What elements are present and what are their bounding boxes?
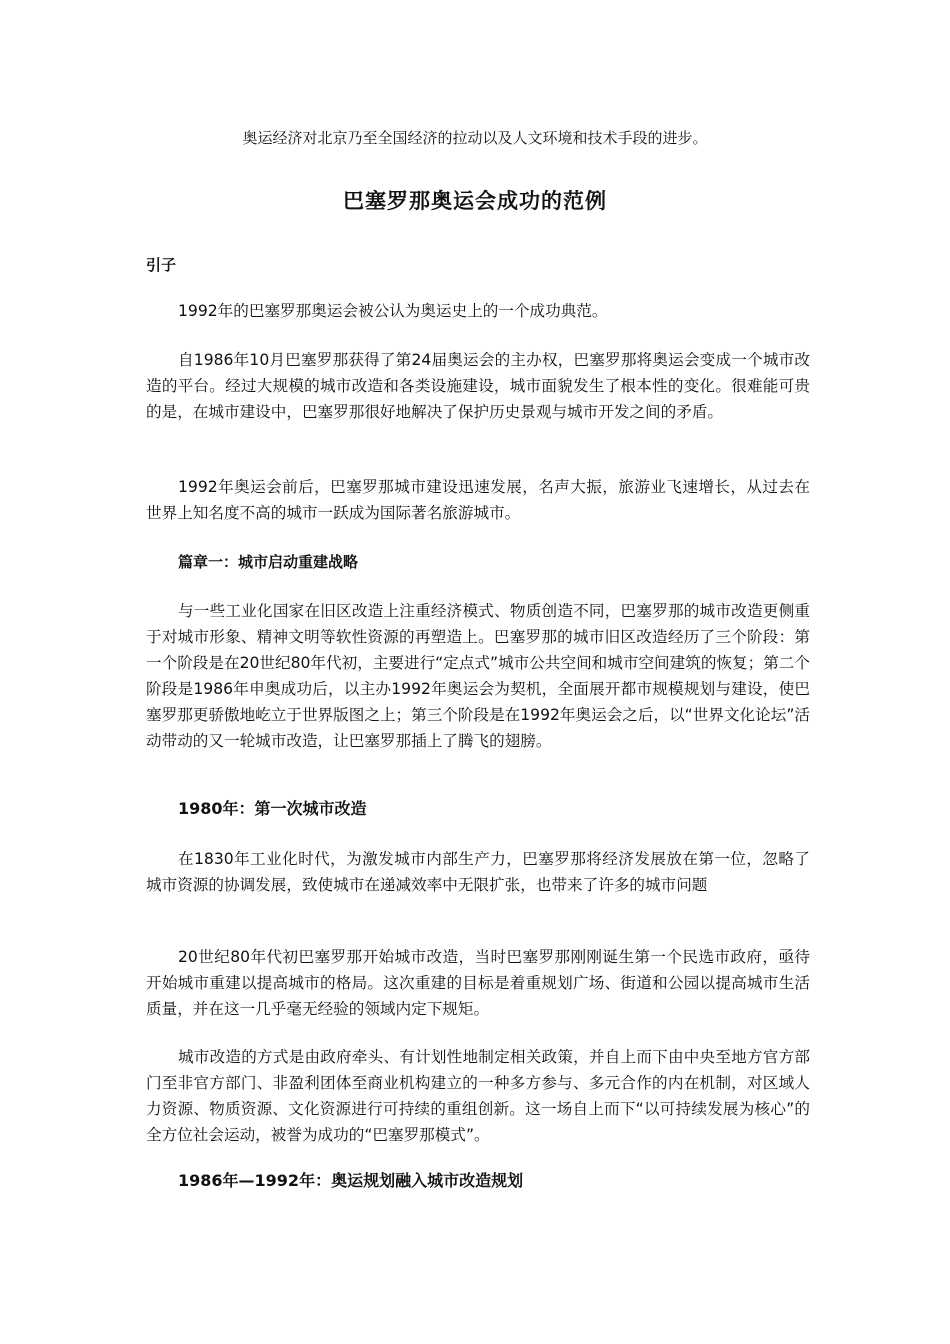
paragraph-1: 1992年的巴塞罗那奥运会被公认为奥运史上的一个成功典范。 bbox=[178, 302, 608, 320]
paragraph-2: 自1986年10月巴塞罗那获得了第24届奥运会的主办权，巴塞罗那将奥运会变成一个城市改造的平台。经过大规模的城市改造和各类设施建设，城市面貌发生了根本性的变化。很难能可贵的是，在城市建设中，巴塞罗那很好地解决了保护历史景观与城市开发之间的矛盾。 bbox=[146, 351, 810, 421]
paragraph-5: 在1830年工业化时代，为激发城市内部生产力，巴塞罗那将经济发展放在第一位，忽略了城市资源的协调发展，致使城市在递减效率中无限扩张，也带来了许多的城市问题 bbox=[146, 850, 810, 894]
section-heading-1980: 1980年：第一次城市改造 bbox=[178, 799, 367, 818]
document-title: 巴塞罗那奥运会成功的范例 bbox=[343, 188, 607, 213]
top-note: 奥运经济对北京乃至全国经济的拉动以及人文环境和技术手段的进步。 bbox=[242, 129, 708, 147]
intro-heading: 引子 bbox=[146, 256, 177, 274]
paragraph-3: 1992年奥运会前后，巴塞罗那城市建设迅速发展，名声大振，旅游业飞速增长，从过去在世界上知名度不高的城市一跃成为国际著名旅游城市。 bbox=[146, 478, 810, 522]
paragraph-7: 城市改造的方式是由政府牵头、有计划性地制定相关政策，并自上而下由中央至地方官方部门至非官方部门、非盈利团体至商业机构建立的一种多方参与、多元合作的内在机制，对区域人力资源、物质资源、文化资源进行可持续的重组创新。这一场自上而下“以可持续发展为核心”的全方位社会运动，被誉为成功的“巴塞罗那模式”。 bbox=[146, 1048, 810, 1144]
section-heading-1986-1992: 1986年—1992年：奥运规划融入城市改造规划 bbox=[178, 1171, 524, 1190]
paragraph-6: 20世纪80年代初巴塞罗那开始城市改造，当时巴塞罗那刚刚诞生第一个民选市政府，亟待开始城市重建以提高城市的格局。这次重建的目标是着重规划广场、街道和公园以提高城市生活质量，并在这一几乎毫无经验的领域内定下规矩。 bbox=[146, 948, 810, 1018]
paragraph-4: 与一些工业化国家在旧区改造上注重经济模式、物质创造不同，巴塞罗那的城市改造更侧重于对城市形象、精神文明等软性资源的再塑造上。巴塞罗那的城市旧区改造经历了三个阶段：第一个阶段是在20世纪80年代初，主要进行“定点式”城市公共空间和城市空间建筑的恢复；第二个阶段是1986年申奥成功后，以主办1992年奥运会为契机，全面展开都市规模规划与建设，使巴塞罗那更骄傲地屹立于世界版图之上；第三个阶段是在1992年奥运会之后，以“世界文化论坛”活动带动的又一轮城市改造，让巴塞罗那插上了腾飞的翅膀。 bbox=[146, 602, 810, 750]
chapter-heading-1: 篇章一：城市启动重建战略 bbox=[178, 553, 359, 571]
